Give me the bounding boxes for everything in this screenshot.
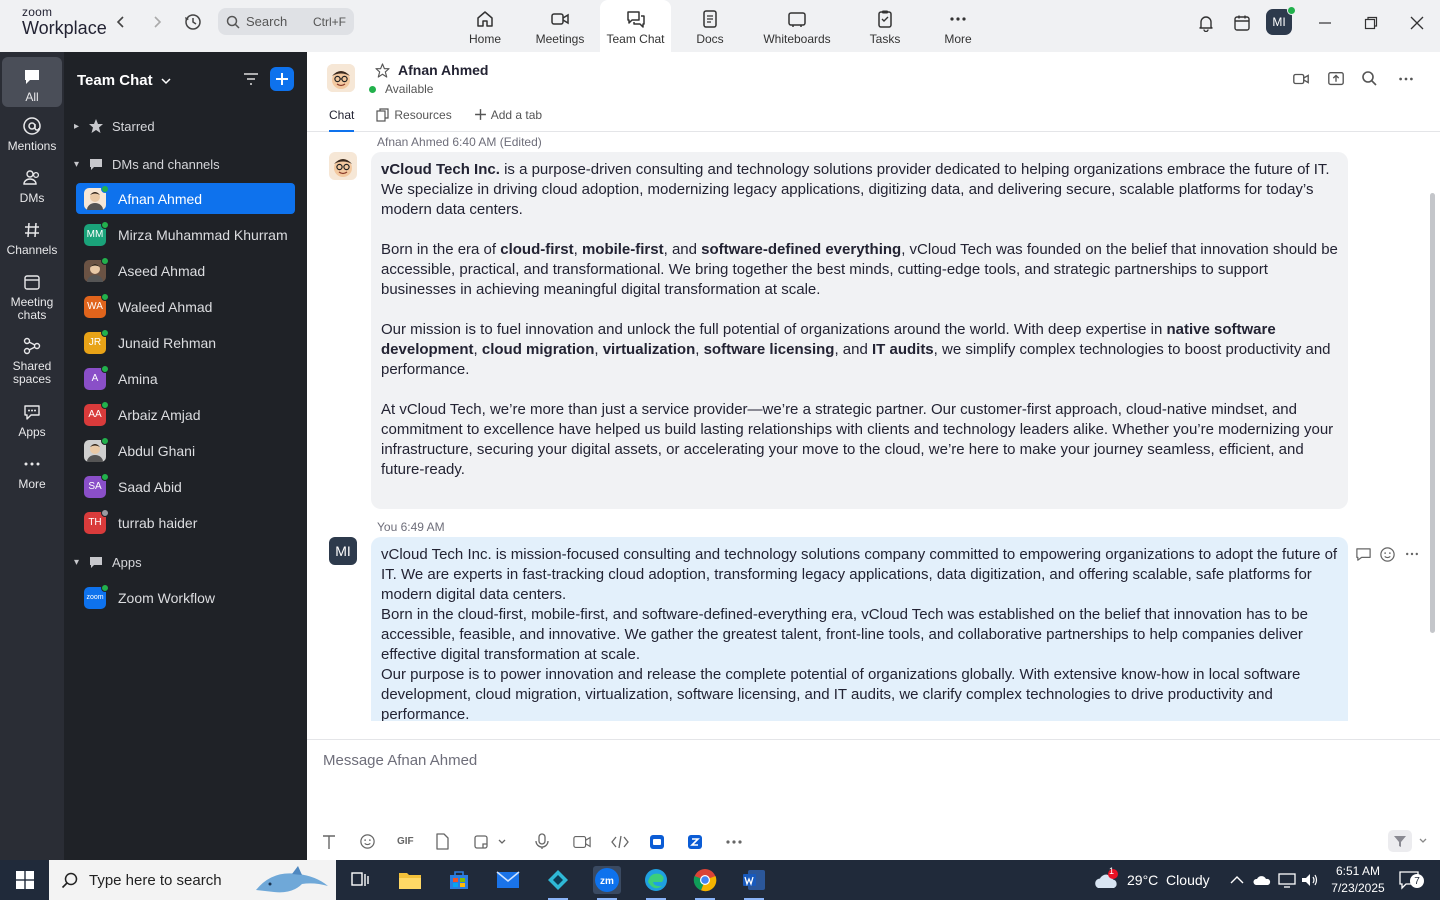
message-paragraph: Our mission is to fuel innovation and unlock the full potential of organizations around the world. With deep expertise in native software development, cloud migration, virtualization, software licensing, and IT audits, we simplify complex technologies to boost productivity and performance. — [381, 321, 1331, 378]
sidebar-item-contact[interactable] — [76, 183, 295, 214]
scrollbar-thumb[interactable] — [1430, 193, 1435, 633]
sender-avatar[interactable] — [329, 152, 357, 180]
message-paragraph: vCloud Tech Inc. is a purpose-driven consulting and technology solutions provider dedicated to helping organizations embrace the future of IT. We specialize in driving cloud adoption, modernizing legacy applications, digitizing data, and delivering secure, scalable platforms for today’s modern data centers. — [381, 161, 1330, 218]
presence-status — [369, 82, 433, 96]
rail-label: Shared spaces — [12, 359, 52, 386]
contact-name: Waleed Ahmad — [118, 298, 213, 315]
contact-avatar — [84, 476, 106, 498]
contact-name: turrab haider — [118, 514, 198, 531]
composer-placeholder[interactable]: Message Afnan Ahmed — [323, 752, 478, 769]
message-list[interactable] — [307, 133, 1440, 721]
weather-widget[interactable] — [1093, 860, 1210, 900]
contact-avatar — [84, 512, 106, 534]
send-icon — [1388, 830, 1412, 852]
contact-avatar — [84, 224, 106, 246]
taskbar-search-placeholder: Type here to search — [89, 871, 222, 889]
more-options-icon[interactable] — [1397, 70, 1415, 88]
search-chat-icon[interactable] — [1361, 70, 1377, 86]
chat-bubbles-icon — [626, 9, 646, 29]
contact-avatar — [84, 296, 106, 318]
send-button[interactable] — [1388, 830, 1428, 852]
contact-name: Mirza Muhammad Khurram — [118, 226, 288, 243]
reply-icon[interactable] — [1355, 546, 1372, 563]
windows-taskbar — [0, 860, 1440, 900]
video-camera-icon — [550, 9, 570, 29]
presence-text: Available — [385, 82, 434, 96]
user-status-dot — [1287, 6, 1296, 15]
rail-item-apps[interactable] — [2, 400, 62, 439]
taskbar-search[interactable] — [49, 860, 336, 900]
chat-sidebar — [64, 52, 307, 860]
tab-add-a-tab[interactable] — [474, 108, 542, 132]
chevron-down-icon — [161, 76, 171, 86]
onedrive-icon[interactable] — [1253, 860, 1271, 900]
message-paragraph: At vCloud Tech, we’re more than just a service provider—we’re a strategic partner. Our customer-first approach, cloud-native mindset, and commitment to excellence have helped us build lasting relationships with clients and technology leaders alike. Whether you’re modernizing your infrastructure, securing your digital assets, or accelerating your move to the cloud, we’re here to make your journey seamless, efficient, and future-ready. — [381, 401, 1334, 478]
app-avatar-text: zoom — [86, 594, 104, 601]
sidebar-title-text: Team Chat — [77, 72, 153, 89]
chat-icon — [23, 68, 41, 86]
chat-main — [307, 52, 1440, 860]
chat-icon — [88, 156, 104, 172]
chat-tabs — [329, 108, 564, 132]
cartoon-face-avatar — [329, 152, 357, 180]
more-tools-icon[interactable] — [725, 839, 763, 845]
section-label: Starred — [112, 118, 155, 134]
more-dots-icon — [22, 454, 42, 474]
file-icon[interactable] — [435, 833, 473, 850]
section-apps[interactable]: ▾ Apps — [74, 554, 142, 570]
tab-docs-label: Docs — [696, 32, 724, 46]
rail-item-all[interactable] — [2, 57, 62, 107]
show-hidden-icons[interactable] — [1230, 860, 1244, 900]
file-explorer-icon[interactable] — [396, 866, 424, 894]
contact-name: Junaid Rehman — [118, 334, 217, 351]
status-dot — [101, 584, 109, 592]
status-dot — [101, 329, 109, 337]
home-icon — [475, 9, 495, 29]
rail-item-dms[interactable] — [2, 166, 62, 205]
screenshot-icon[interactable] — [473, 834, 497, 850]
sidebar-item-contact[interactable] — [76, 471, 295, 502]
share-screen-icon[interactable] — [1327, 70, 1345, 88]
share-icon — [22, 336, 42, 356]
status-dot — [101, 257, 109, 265]
message-meta: You 6:49 AM — [377, 520, 445, 534]
microphone-icon[interactable] — [535, 833, 573, 850]
format-text-icon[interactable] — [321, 834, 359, 850]
star-outline-icon[interactable] — [375, 63, 390, 78]
rail-label: All — [25, 90, 39, 104]
avatar-initials: A — [91, 373, 99, 384]
sidebar-item-contact[interactable] — [76, 507, 295, 538]
edge-browser-icon[interactable] — [642, 866, 670, 894]
contact-name: Saad Abid — [118, 478, 182, 495]
more-dots-icon — [948, 9, 968, 29]
code-snippet-icon[interactable] — [611, 835, 649, 849]
message-paragraph: Our purpose is to power innovation and release the complete potential of organizations globally. With extensive know-how in local software development, cloud migration, virtualization, software licensing, and IT audits, we clarify complex technologies to drive productivity and performance. — [381, 666, 1301, 721]
tab-whiteboards[interactable] — [749, 0, 845, 52]
status-dot — [101, 293, 109, 301]
restore-window-icon[interactable] — [1359, 11, 1383, 35]
contact-name: Zoom Workflow — [118, 589, 215, 606]
chevron-down-icon[interactable] — [1418, 836, 1428, 846]
cloudy-weather-icon — [1093, 868, 1121, 892]
filter-icon[interactable] — [242, 70, 260, 88]
calendar-icon[interactable] — [1230, 11, 1254, 35]
contact-name: Amina — [118, 370, 158, 387]
network-icon[interactable] — [1278, 860, 1296, 900]
tab-add-a-tab-label: Add a tab — [490, 108, 543, 122]
contact-avatar[interactable] — [327, 64, 355, 92]
apps-bubble-icon — [88, 554, 104, 570]
weather-alert-count: 1 — [1109, 866, 1115, 876]
at-icon — [22, 116, 42, 136]
search-label: Search — [246, 14, 288, 29]
sidebar-item-contact[interactable] — [76, 399, 295, 430]
sidebar-item-zoom-workflow[interactable] — [76, 582, 295, 613]
contact-name: Afnan Ahmed — [118, 190, 203, 207]
back-arrow-icon[interactable] — [110, 11, 132, 33]
chrome-browser-icon[interactable] — [691, 866, 719, 894]
tab-chat-label: Chat — [329, 108, 355, 122]
message-meta: Afnan Ahmed 6:40 AM (Edited) — [377, 135, 542, 149]
contact-avatar — [84, 440, 106, 462]
my-avatar[interactable] — [329, 537, 357, 565]
star-icon — [88, 118, 104, 134]
contact-name: Aseed Ahmad — [118, 262, 206, 279]
contact-avatar — [84, 260, 106, 282]
avatar-initials: SA — [88, 481, 102, 492]
devtools-app-icon[interactable] — [544, 866, 572, 894]
apps-bubble-icon — [22, 402, 42, 422]
left-rail — [0, 52, 64, 860]
hash-icon — [23, 221, 41, 239]
avatar-initials: MM — [86, 229, 104, 240]
rail-label: Channels — [6, 243, 58, 257]
clock-time: 6:51 AM — [1335, 864, 1381, 878]
tab-meetings-label: Meetings — [535, 32, 585, 46]
section-starred[interactable]: ▸ Starred — [74, 118, 155, 134]
top-bar — [0, 0, 1440, 52]
tab-home-label: Home — [468, 32, 501, 46]
cartoon-face-avatar — [327, 64, 355, 92]
notifications-bell-icon[interactable] — [1194, 11, 1218, 35]
tab-resources-label: Resources — [394, 108, 452, 122]
new-chat-button[interactable] — [270, 67, 294, 91]
sidebar-item-contact[interactable] — [76, 291, 295, 322]
status-dot — [101, 401, 109, 409]
composer-toolbar — [321, 833, 763, 850]
sidebar-item-contact[interactable] — [76, 435, 295, 466]
minimize-window-icon[interactable] — [1313, 11, 1337, 35]
contact-name-text[interactable]: Afnan Ahmed — [398, 62, 489, 78]
user-avatar-initials: MI — [1272, 15, 1286, 29]
zoom-taskbar-icon[interactable] — [593, 866, 621, 894]
user-avatar[interactable] — [1266, 9, 1292, 35]
sidebar-item-contact[interactable] — [76, 363, 295, 394]
calendar-icon — [23, 273, 41, 291]
word-icon[interactable] — [740, 866, 768, 894]
sidebar-item-contact[interactable] — [76, 255, 295, 286]
task-view-icon[interactable] — [346, 866, 374, 894]
app-integration-icon[interactable] — [649, 834, 687, 850]
zoom-docs-integration-icon[interactable] — [687, 834, 725, 850]
avatar-initials: WA — [87, 301, 103, 312]
status-dot — [101, 437, 109, 445]
taskbar-clock[interactable] — [1320, 863, 1396, 897]
search-icon — [61, 871, 79, 889]
status-dot — [101, 509, 109, 517]
add-reaction-icon[interactable] — [1379, 546, 1396, 563]
clipboard-icon — [875, 9, 895, 29]
contact-avatar — [84, 188, 106, 210]
message-paragraph: Born in the era of cloud-first, mobile-first, and software-defined everything, vCloud Tech was founded on the belief that innovation should be accessible, practical, and transformational. We bring together the best minds, cutting-edge tools, and strategic partnerships to support businesses in achieving meaningful digital transformation at scale. — [381, 241, 1338, 298]
volume-icon[interactable] — [1301, 860, 1319, 900]
section-label: DMs and channels — [112, 156, 220, 172]
avatar-initials: TH — [88, 517, 102, 528]
message-more-icon[interactable] — [1404, 546, 1420, 562]
rail-label: Mentions — [7, 139, 57, 153]
dolphin-illustration — [252, 864, 334, 898]
close-window-icon[interactable] — [1405, 11, 1429, 35]
microsoft-store-icon[interactable] — [445, 866, 473, 894]
contact-avatar — [84, 404, 106, 426]
online-dot — [369, 86, 376, 93]
history-icon[interactable] — [182, 11, 204, 33]
status-dot — [101, 221, 109, 229]
message-paragraph: Born in the cloud-first, mobile-first, and software-defined-everything era, vCloud Tech was established on the belief that innovation has to be accessible, feasible, and innovative. We gather the greatest talent, front-line tools, and collaborative partnerships to help companies deliver effective digital transformation at scale. — [381, 606, 1308, 663]
document-icon — [700, 9, 720, 29]
rail-item-channels[interactable] — [2, 218, 62, 257]
tab-resources[interactable] — [376, 108, 451, 132]
avatar-initials: JR — [88, 337, 102, 348]
sidebar-title[interactable] — [77, 72, 171, 89]
avatar-initials: AA — [88, 409, 102, 420]
resources-icon — [376, 108, 390, 122]
app-avatar — [84, 587, 106, 609]
status-dot — [101, 185, 109, 193]
tab-whiteboards-label: Whiteboards — [763, 32, 831, 46]
tab-tasks[interactable] — [845, 0, 925, 52]
status-dot — [101, 473, 109, 481]
my-avatar-initials: MI — [335, 543, 351, 559]
chevron-down-icon[interactable] — [497, 837, 535, 847]
sidebar-item-contact[interactable] — [76, 327, 295, 358]
search-icon — [226, 15, 240, 29]
contact-name: Abdul Ghani — [118, 442, 196, 459]
svg-text:zm: zm — [600, 876, 614, 887]
rail-item-meeting-chats[interactable] — [2, 270, 62, 322]
search-box[interactable] — [218, 8, 354, 35]
message-bubble-mine[interactable] — [371, 537, 1348, 721]
search-shortcut: Ctrl+F — [313, 14, 346, 29]
contact-avatar — [84, 368, 106, 390]
video-call-icon[interactable] — [1292, 70, 1310, 88]
tab-meetings[interactable] — [520, 0, 600, 52]
sidebar-item-contact[interactable] — [76, 219, 295, 250]
chat-header — [307, 52, 1440, 132]
main-tabs — [450, 0, 991, 52]
people-icon — [22, 168, 42, 188]
logo-zoom-text: zoom — [22, 5, 53, 19]
forward-arrow-icon[interactable] — [146, 11, 168, 33]
notification-center[interactable] — [1398, 860, 1420, 900]
tab-chat[interactable] — [329, 108, 354, 132]
mail-icon[interactable] — [494, 866, 522, 894]
plus-icon — [474, 108, 487, 121]
zoom-logo — [22, 4, 107, 37]
windows-start-icon[interactable] — [11, 866, 39, 894]
logo-workplace-text: Workplace — [22, 18, 107, 38]
tab-docs[interactable] — [671, 0, 749, 52]
rail-label: Meeting chats — [10, 295, 54, 322]
clock-date: 7/23/2025 — [1331, 881, 1385, 895]
video-message-icon[interactable] — [573, 834, 611, 850]
rail-label: More — [18, 477, 46, 491]
tab-team-chat-label: Team Chat — [606, 32, 665, 46]
whiteboard-icon — [787, 9, 807, 29]
rail-label: DMs — [19, 191, 45, 205]
tab-team-chat[interactable] — [600, 0, 671, 52]
tab-more[interactable] — [925, 0, 991, 52]
section-label: Apps — [112, 554, 142, 570]
rail-label: Apps — [18, 425, 46, 439]
rail-item-shared-spaces[interactable] — [2, 334, 62, 386]
message-bubble[interactable] — [371, 152, 1348, 509]
gif-icon[interactable] — [397, 836, 435, 847]
rail-item-more[interactable] — [2, 452, 62, 491]
rail-item-mentions[interactable] — [2, 114, 62, 153]
contact-name: Arbaiz Amjad — [118, 406, 201, 423]
contact-avatar — [84, 332, 106, 354]
notification-count: 7 — [1410, 874, 1424, 888]
status-dot — [101, 365, 109, 373]
plus-icon — [276, 73, 288, 85]
emoji-icon[interactable] — [359, 833, 397, 850]
message-paragraph: vCloud Tech Inc. is mission-focused consulting and technology solutions company committed to empowering organizations to adopt the future of IT. We are experts in fast-tracking cloud adoption, transforming legacy applications, data digitization, and offering scalable, safe platforms for modern digital data centers. — [381, 546, 1338, 603]
tab-tasks-label: Tasks — [869, 32, 901, 46]
section-dms-and-channels[interactable]: ▾ DMs and channels — [74, 156, 220, 172]
gif-label: GIF — [397, 836, 414, 847]
weather-text: 29°C Cloudy — [1127, 872, 1210, 888]
message-composer[interactable] — [307, 739, 1440, 860]
tab-home[interactable] — [450, 0, 520, 52]
tab-more-label: More — [944, 32, 972, 46]
chat-header-name — [375, 62, 488, 78]
